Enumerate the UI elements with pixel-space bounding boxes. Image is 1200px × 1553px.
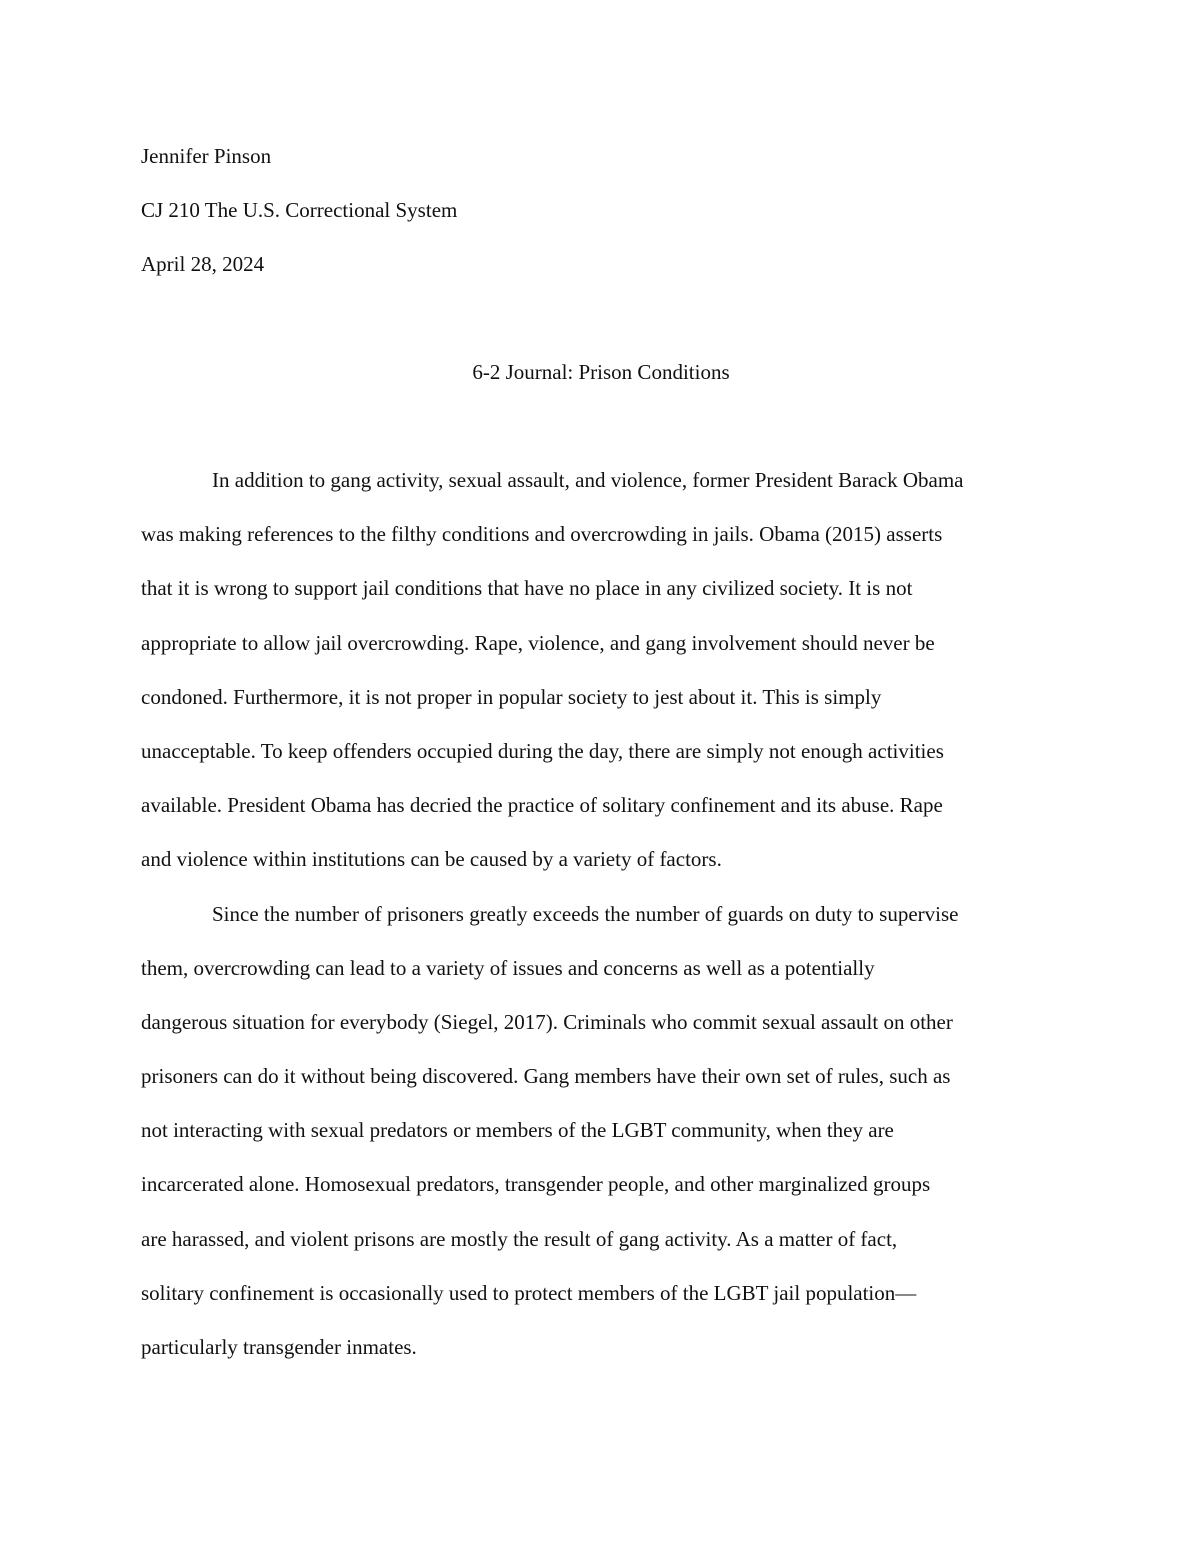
paragraph-line: them, overcrowding can lead to a variety of issues and concerns as well as a potentially [141,955,875,980]
document-date: April 28, 2024 [141,252,265,276]
header-block [141,143,1061,305]
paragraph-line: are harassed, and violent prisons are mostly the result of gang activity. As a matter of fact, [141,1226,898,1251]
paragraph-line: solitary confinement is occasionally used to protect members of the LGBT jail population— [141,1280,917,1305]
paragraph-line: particularly transgender inmates. [141,1335,417,1359]
paragraph-line: was making references to the filthy conditions and overcrowding in jails. Obama (2015) asserts [141,522,943,547]
paragraph-line: that it is wrong to support jail conditions that have no place in any civilized society. It is not [141,576,913,601]
paragraph-line: and violence within institutions can be caused by a variety of factors. [141,847,722,872]
document-body [141,467,1061,1388]
paragraph-2 [141,901,1061,1389]
paragraph-line: Since the number of prisoners greatly exceeds the number of guards on duty to supervise [212,901,959,926]
course-title: CJ 210 The U.S. Correctional System [141,198,458,222]
paragraph-line: In addition to gang activity, sexual assault, and violence, former President Barack Obama [212,468,964,492]
paragraph-line: appropriate to allow jail overcrowding. Rape, violence, and gang involvement should never be [141,630,935,655]
author-name: Jennifer Pinson [141,144,272,168]
paragraph-line: prisoners can do it without being discovered. Gang members have their own set of rules, such as [141,1064,951,1089]
paragraph-line: dangerous situation for everybody (Siegel, 2017). Criminals who commit sexual assault on other [141,1009,953,1034]
paragraph-line: not interacting with sexual predators or members of the LGBT community, when they are [141,1118,894,1143]
paragraph-line: unacceptable. To keep offenders occupied during the day, there are simply not enough activities [141,738,944,763]
document-title: 6-2 Journal: Prison Conditions [472,360,730,384]
paragraph-line: available. President Obama has decried the practice of solitary confinement and its abuse. Rape [141,793,943,818]
paragraph-1 [141,467,1061,901]
paragraph-line: condoned. Furthermore, it is not proper in popular society to jest about it. This is simply [141,684,882,709]
paragraph-line: incarcerated alone. Homosexual predators, transgender people, and other marginalized groups [141,1172,931,1197]
